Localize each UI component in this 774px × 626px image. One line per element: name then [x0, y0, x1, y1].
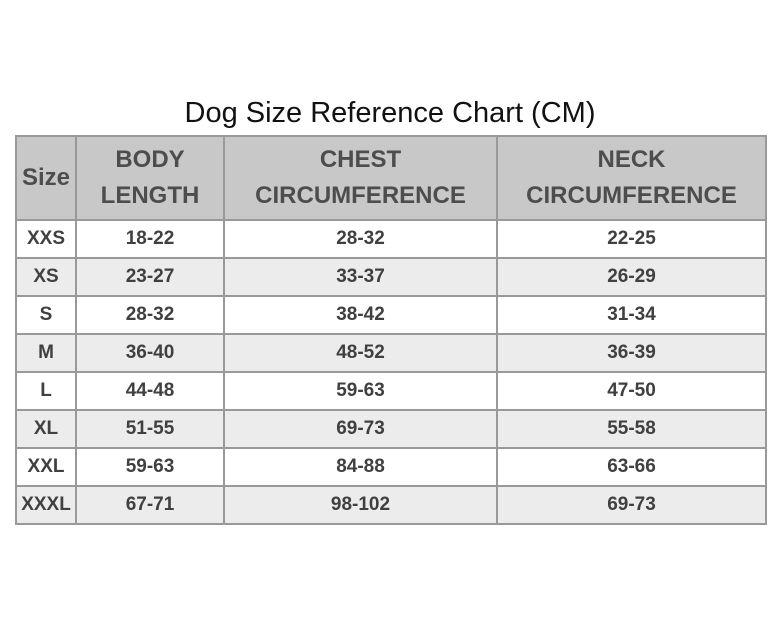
header-body-length	[76, 136, 224, 220]
table-row	[16, 258, 766, 296]
table-row	[16, 296, 766, 334]
cell-size: XXXL	[16, 486, 76, 524]
header-size	[16, 136, 76, 220]
cell-neck: 69-73	[497, 486, 766, 524]
cell-body-length: 51-55	[76, 410, 224, 448]
header-size-label: Size	[21, 164, 71, 191]
cell-body-length: 44-48	[76, 372, 224, 410]
header-body-line1: BODY	[115, 146, 185, 173]
table-row	[16, 334, 766, 372]
table-row	[16, 486, 766, 524]
header-chest-line1: CHEST	[319, 146, 402, 173]
cell-size: XS	[16, 258, 76, 296]
cell-body-length: 67-71	[76, 486, 224, 524]
cell-neck: 63-66	[497, 448, 766, 486]
cell-body-length: 18-22	[76, 220, 224, 258]
cell-chest: 28-32	[224, 220, 497, 258]
cell-body-length: 59-63	[76, 448, 224, 486]
cell-chest: 98-102	[224, 486, 497, 524]
cell-chest: 38-42	[224, 296, 497, 334]
header-neck-line2: CIRCUMFERENCE	[526, 182, 737, 209]
table-row	[16, 372, 766, 410]
cell-size: XXL	[16, 448, 76, 486]
cell-size: M	[16, 334, 76, 372]
cell-neck: 47-50	[497, 372, 766, 410]
cell-size: L	[16, 372, 76, 410]
cell-body-length: 28-32	[76, 296, 224, 334]
cell-chest: 48-52	[224, 334, 497, 372]
chart-title: Dog Size Reference Chart (CM)	[184, 97, 596, 129]
cell-chest: 59-63	[224, 372, 497, 410]
header-body-line2: LENGTH	[100, 182, 200, 209]
cell-size: XL	[16, 410, 76, 448]
header-chest-line2: CIRCUMFERENCE	[255, 182, 466, 209]
cell-size: XXS	[16, 220, 76, 258]
header-row	[16, 136, 766, 220]
cell-neck: 26-29	[497, 258, 766, 296]
header-neck-circumference	[497, 136, 766, 220]
cell-neck: 36-39	[497, 334, 766, 372]
cell-chest: 33-37	[224, 258, 497, 296]
cell-chest: 84-88	[224, 448, 497, 486]
table-row	[16, 410, 766, 448]
cell-body-length: 23-27	[76, 258, 224, 296]
header-chest-circumference	[224, 136, 497, 220]
cell-size: S	[16, 296, 76, 334]
cell-chest: 69-73	[224, 410, 497, 448]
size-table	[15, 135, 767, 525]
cell-neck: 55-58	[497, 410, 766, 448]
cell-neck: 31-34	[497, 296, 766, 334]
cell-neck: 22-25	[497, 220, 766, 258]
header-neck-line1: NECK	[597, 146, 666, 173]
cell-body-length: 36-40	[76, 334, 224, 372]
table-row	[16, 448, 766, 486]
table-row	[16, 220, 766, 258]
